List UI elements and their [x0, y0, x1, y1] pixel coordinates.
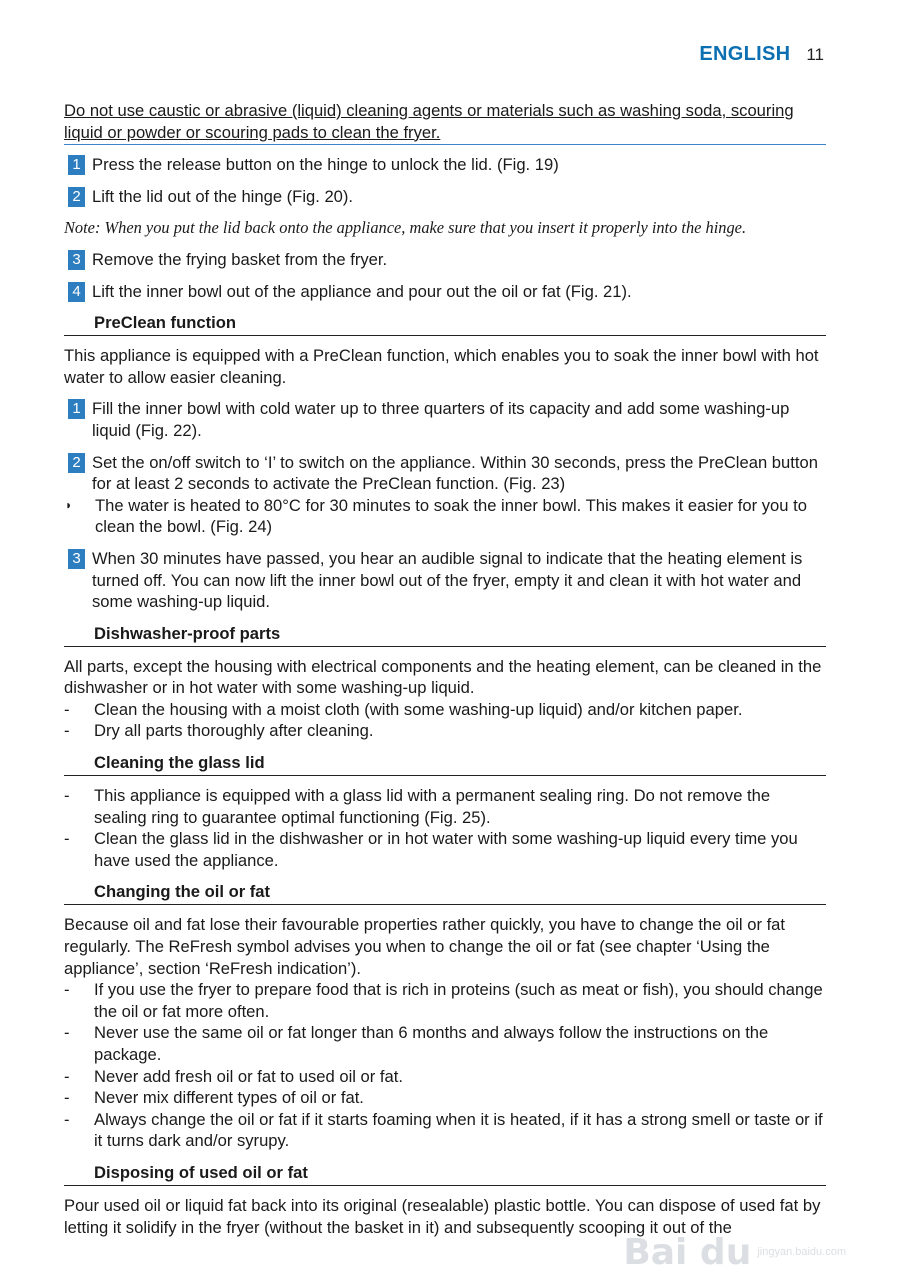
step-number: 4 [68, 282, 85, 302]
list-item [64, 1066, 826, 1088]
step-number: 2 [68, 187, 85, 207]
list-item [64, 1022, 826, 1065]
list-item [64, 785, 826, 828]
disposing-intro: Pour used oil or liquid fat back into its original (resealable) plastic bottle. You can dispose of used fat by letting it solidify in the fryer (without the basket in it) and subsequently scooping it out of the [64, 1195, 821, 1237]
step-number: 1 [68, 155, 85, 175]
list-text: If you use the fryer to prepare food that is rich in proteins (such as meat or fish), you should change the oil or fat more often. [94, 980, 823, 1021]
bullet-dash: - [64, 721, 70, 741]
step-text: Set the on/off switch to ‘I’ to switch on the appliance. Within 30 seconds, press the PreClean button for at least 2 seconds to activate the PreClean function. (Fig. 23) [92, 452, 818, 494]
bullet-dash: - [64, 1088, 70, 1108]
bullet-dash: - [64, 980, 70, 1000]
list-text: Dry all parts thoroughly after cleaning. [94, 721, 374, 741]
bullet-dash: - [64, 699, 70, 719]
step-number: 1 [68, 399, 85, 419]
manual-content [64, 100, 826, 1248]
step-text: Lift the lid out of the hinge (Fig. 20). [92, 186, 354, 206]
section-heading-changing-oil: Changing the oil or fat [64, 881, 826, 905]
bullet-dash: - [64, 1109, 70, 1129]
bullet-dash: - [64, 786, 70, 806]
cleaning-warning: Do not use caustic or abrasive (liquid) cleaning agents or materials such as washing soda, scouring liquid or powder or scouring pads to clean the fryer. [64, 100, 826, 145]
lid-note: Note: When you put the lid back onto the appliance, make sure that you insert it properly into the hinge. [64, 218, 747, 238]
step-item [64, 154, 826, 176]
step-item [64, 186, 826, 208]
list-item [64, 720, 826, 742]
step-number: 3 [68, 250, 85, 270]
step-item [64, 548, 826, 613]
step-item [64, 281, 826, 303]
watermark [623, 1232, 846, 1274]
list-text: Clean the housing with a moist cloth (with some washing-up liquid) and/or kitchen paper. [94, 699, 743, 719]
result-item [64, 495, 826, 538]
section-heading-dishwasher: Dishwasher-proof parts [64, 623, 826, 647]
list-text: Never mix different types of oil or fat. [94, 1088, 364, 1108]
section-heading-glass-lid: Cleaning the glass lid [64, 752, 826, 776]
step-text: Remove the frying basket from the fryer. [92, 249, 388, 269]
step-text: Press the release button on the hinge to unlock the lid. (Fig. 19) [92, 155, 559, 175]
watermark-url: jingyan.baidu.com [757, 1246, 846, 1259]
bullet-dash: - [64, 1023, 70, 1043]
list-item [64, 699, 826, 721]
list-text: Clean the glass lid in the dishwasher or in hot water with some washing-up liquid every time you have used the appliance. [94, 829, 798, 870]
section-heading-disposing: Disposing of used oil or fat [64, 1162, 826, 1186]
step-text: Lift the inner bowl out of the appliance and pour out the oil or fat (Fig. 21). [92, 281, 632, 301]
list-item [64, 828, 826, 871]
result-text: The water is heated to 80°C for 30 minutes to soak the inner bowl. This makes it easier for you to clean the bowl. (Fig. 24) [95, 495, 807, 537]
step-number: 3 [68, 549, 85, 569]
changing-oil-intro: Because oil and fat lose their favourable properties rather quickly, you have to change the oil or fat regularly. The ReFresh symbol advises you when to change the oil or fat (see chapter ‘Using the appliance’, section ‘ReFresh indication’). [64, 915, 786, 978]
step-item [64, 452, 826, 495]
page-header [699, 44, 824, 66]
list-text: This appliance is equipped with a glass lid with a permanent sealing ring. Do not remove the sealing ring to guarantee optimal functioning (Fig. 25). [94, 786, 771, 827]
language-label: ENGLISH [699, 43, 791, 65]
step-item [64, 398, 826, 441]
page-number: 11 [806, 45, 824, 64]
step-text: Fill the inner bowl with cold water up to three quarters of its capacity and add some washing-up liquid (Fig. 22). [92, 399, 790, 440]
list-text: Never add fresh oil or fat to used oil or fat. [94, 1066, 403, 1086]
result-arrow-icon: ◗ [65, 497, 73, 512]
step-text: When 30 minutes have passed, you hear an audible signal to indicate that the heating element is turned off. You can now lift the inner bowl out of the fryer, empty it and clean it with hot water and some washing-up liquid. [92, 548, 803, 612]
section-heading-preclean: PreClean function [64, 312, 826, 336]
bullet-dash: - [64, 1066, 70, 1086]
list-text: Never use the same oil or fat longer than 6 months and always follow the instructions on the package. [94, 1023, 769, 1064]
list-item [64, 1109, 826, 1152]
list-item [64, 1087, 826, 1109]
preclean-intro: This appliance is equipped with a PreClean function, which enables you to soak the inner bowl with hot water to allow easier cleaning. [64, 346, 819, 387]
watermark-logo: Bai du [623, 1232, 752, 1274]
step-number: 2 [68, 453, 85, 473]
list-item [64, 979, 826, 1022]
list-text: Always change the oil or fat if it starts foaming when it is heated, if it has a strong smell or taste or if it turns dark and/or syrupy. [94, 1109, 823, 1151]
step-item [64, 249, 826, 271]
dishwasher-intro: All parts, except the housing with electrical components and the heating element, can be cleaned in the dishwasher or in hot water with some washing-up liquid. [64, 656, 822, 698]
bullet-dash: - [64, 829, 70, 849]
